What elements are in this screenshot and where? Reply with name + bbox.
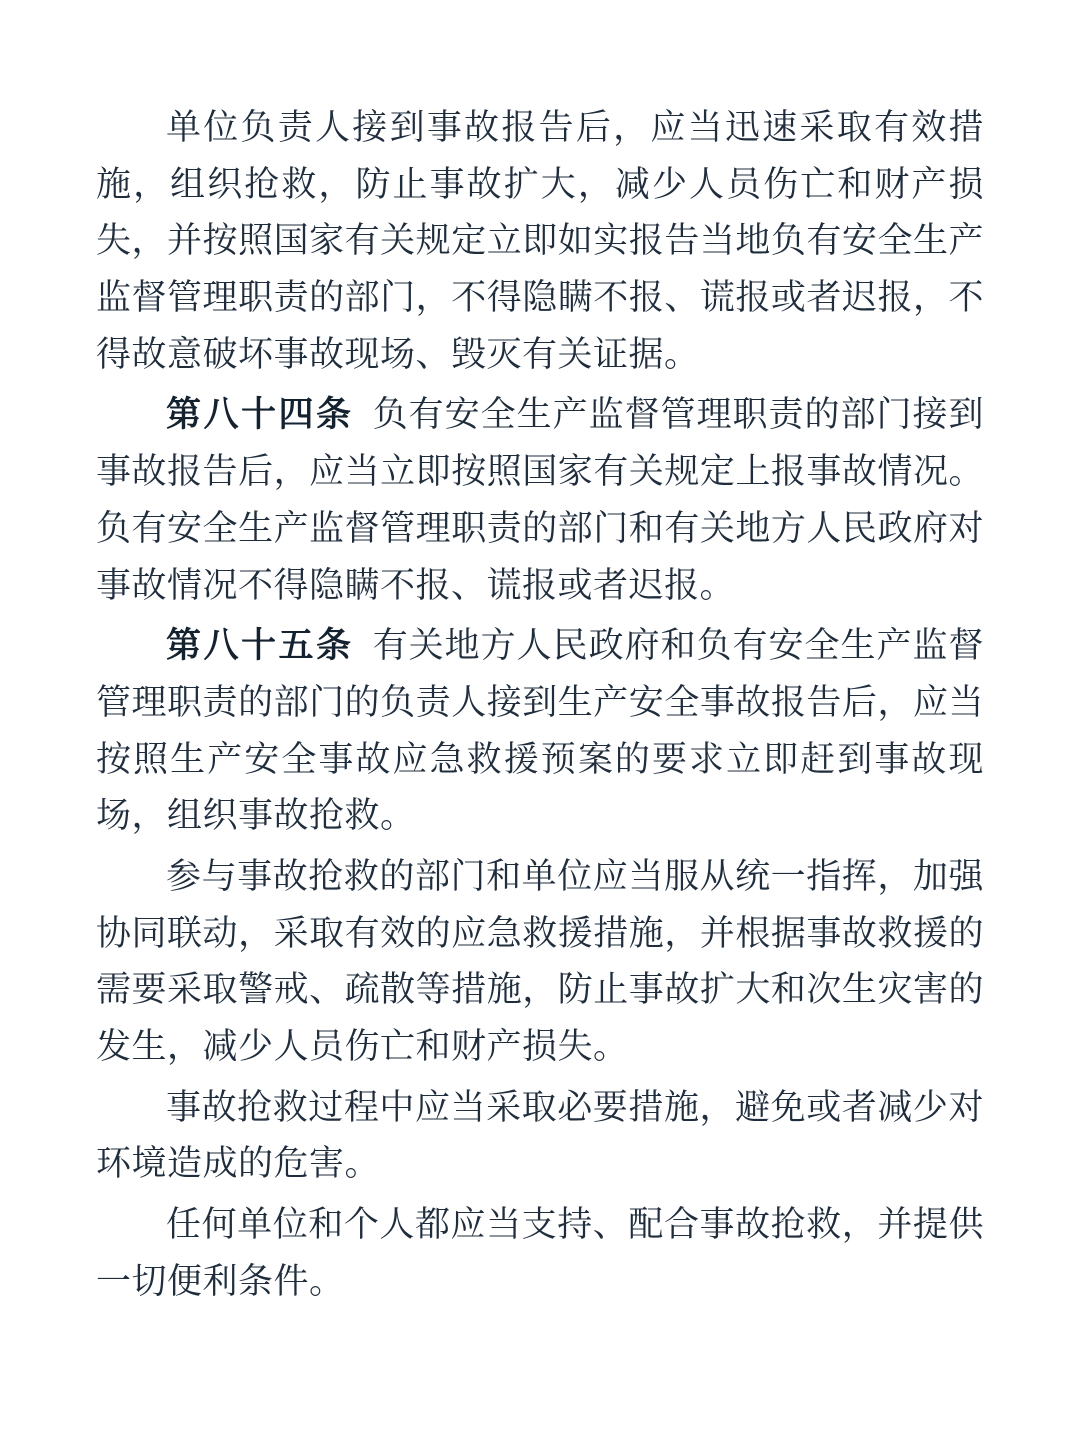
paragraph — [96, 1197, 984, 1310]
paragraph — [96, 1080, 984, 1193]
paragraph — [96, 618, 984, 845]
paragraph-text: 任何单位和个人都应当支持、配合事故抢救，并提供一切便利条件。 — [96, 1205, 984, 1302]
paragraph-text: 单位负责人接到事故报告后，应当迅速采取有效措施，组织抢救，防止事故扩大，减少人员伤亡和财产损失，并按照国家有关规定立即如实报告当地负有安全生产监督管理职责的部门，不得隐瞒不报、谎报或者迟报，不得故意破坏事故现场、毁灭有关证据。 — [96, 108, 984, 375]
article-label: 第八十五条 — [166, 625, 354, 667]
article-label: 第八十四条 — [166, 394, 354, 436]
paragraph — [96, 387, 984, 614]
paragraph-text: 参与事故抢救的部门和单位应当服从统一指挥，加强协同联动，采取有效的应急救援措施，并根据事故救援的需要采取警戒、疏散等措施，防止事故扩大和次生灾害的发生，减少人员伤亡和财产损失。 — [96, 856, 984, 1067]
paragraph — [96, 849, 984, 1076]
paragraph-text: 负有安全生产监督管理职责的部门接到事故报告后，应当立即按照国家有关规定上报事故情况。负有安全生产监督管理职责的部门和有关地方人民政府对事故情况不得隐瞒不报、谎报或者迟报。 — [96, 395, 984, 606]
document-body — [96, 100, 984, 1310]
paragraph-text: 有关地方人民政府和负有安全生产监督管理职责的部门的负责人接到生产安全事故报告后，应当按照生产安全事故应急救援预案的要求立即赶到事故现场，组织事故抢救。 — [96, 626, 984, 837]
paragraph-text: 事故抢救过程中应当采取必要措施，避免或者减少对环境造成的危害。 — [96, 1087, 984, 1185]
paragraph — [96, 100, 984, 383]
